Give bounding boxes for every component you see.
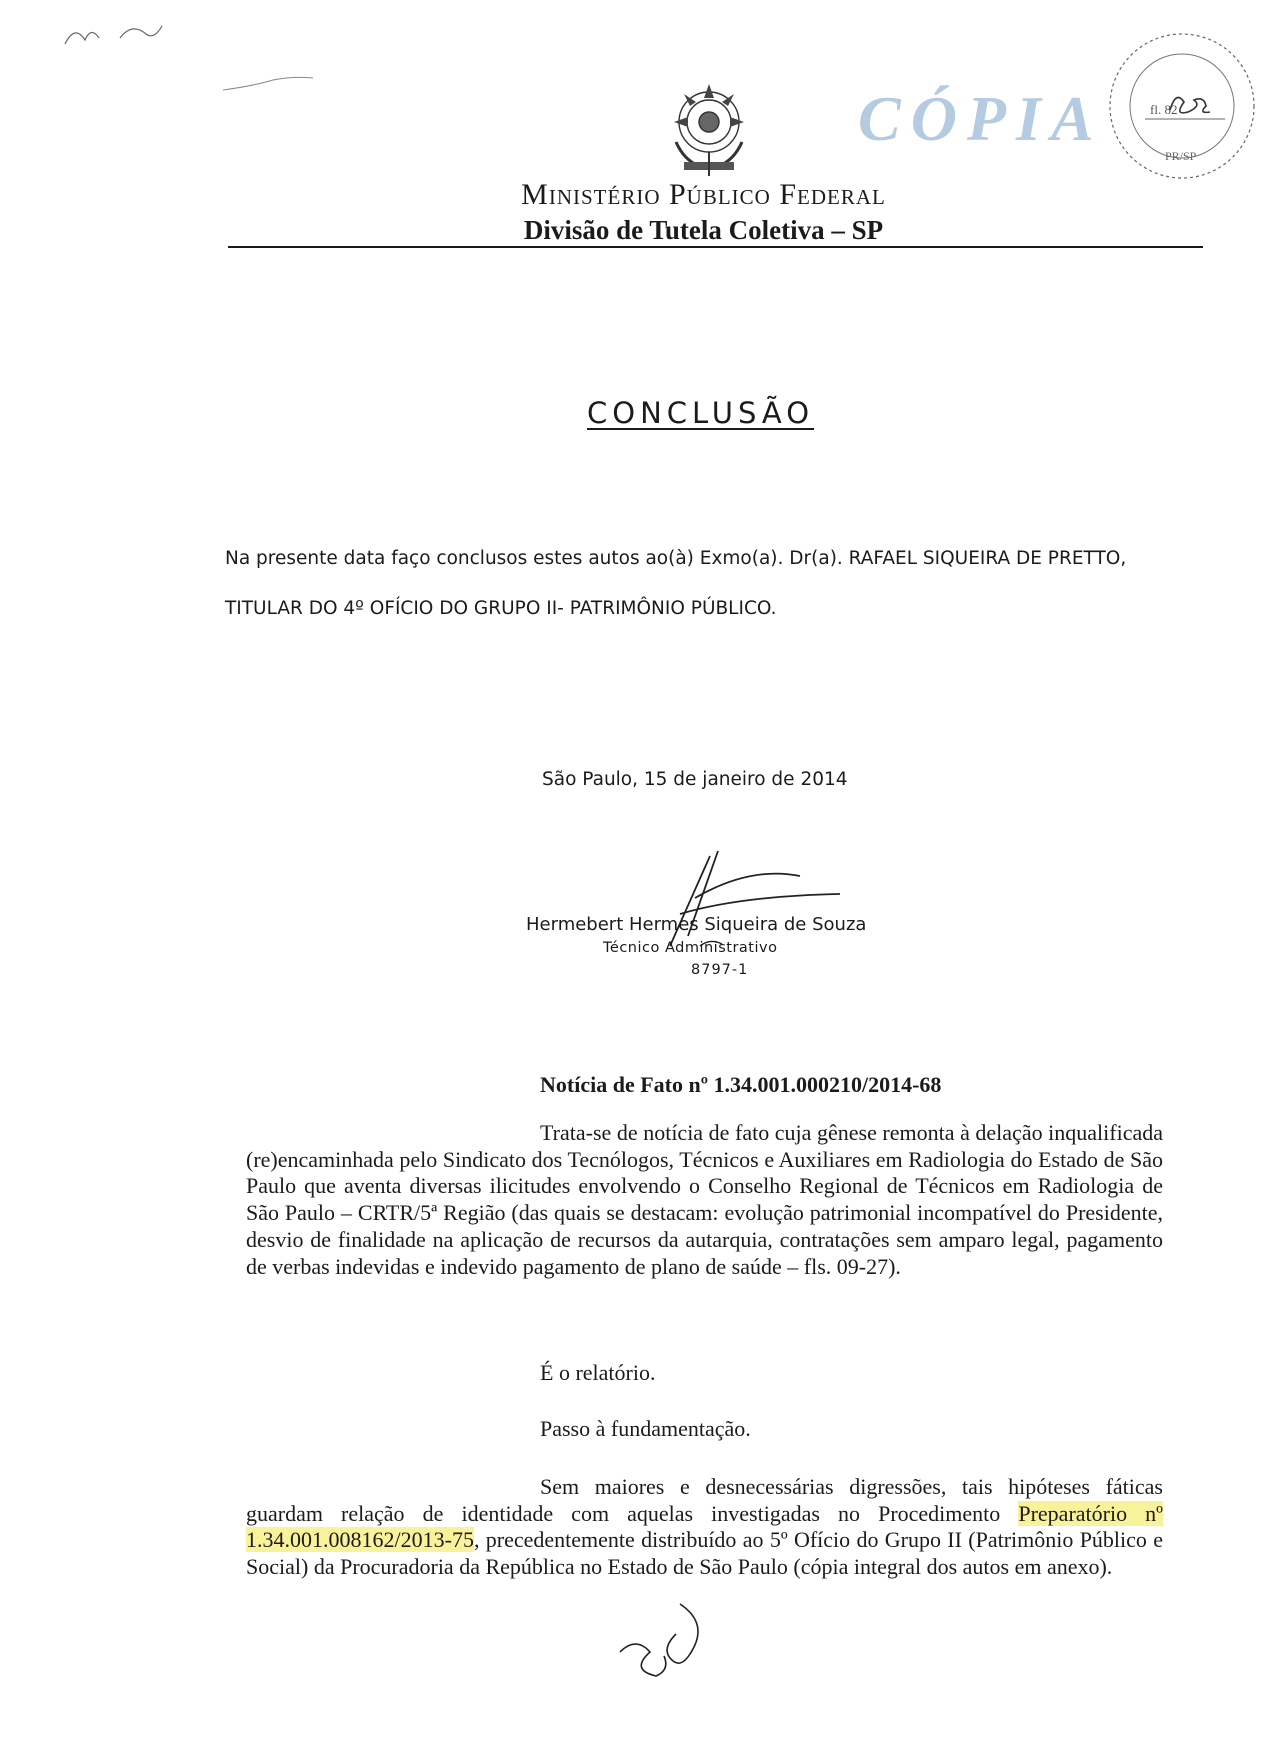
signer-id: 8797-1: [691, 962, 749, 978]
highlighted-procedure-number: Preparatório nº 1.34.001.008162/2013-75: [246, 1500, 1163, 1553]
copy-stamp: CÓPIA: [858, 83, 1104, 154]
notice-paragraph-2: [246, 1474, 1163, 1581]
header-divider: [228, 246, 1203, 248]
notice-paragraph-1-text: Trata-se de notícia de fato cuja gênese remonta à delação inqualificada (re)encaminhada pelo Sindicato dos Tecnólogos, Técnicos e Auxiliares em Radiologia do Estado de São Paulo que aventa diversas ilicitudes envolvendo o Conselho Regional de Técnicos em Radiologia de São Paulo – CRTR/5ª Região (das quais se destacam: evolução patrimonial incompatível do Presidente, desvio de finalidade na aplicação de recursos da autarquia, contratações sem amparo legal, pagamento de verbas indevidas e indevido pagamento de plano de saúde – fls. 09-27).: [246, 1120, 1163, 1279]
page-rubric-scribble: [600, 1594, 720, 1684]
corner-scribble: [60, 14, 170, 54]
reasoning-statement: Passo à fundamentação.: [540, 1416, 751, 1441]
signer-role: Técnico Administrativo: [603, 940, 778, 956]
coat-of-arms-icon: [654, 80, 764, 180]
page-seal-stamp: [1090, 14, 1270, 194]
page-seal-rubric: PR/SP: [1165, 149, 1197, 163]
notice-paragraph-2-text: [246, 1474, 1163, 1581]
page-seal-label: fl. 82: [1150, 102, 1178, 117]
report-statement: É o relatório.: [540, 1360, 656, 1385]
notice-paragraph-1: [246, 1120, 1163, 1280]
top-pencil-mark: [218, 70, 318, 100]
institution-name: Ministério Público Federal: [521, 178, 886, 211]
conclusion-line-1: Na presente data faço conclusos estes autos ao(à) Exmo(a). Dr(a). RAFAEL SIQUEIRA DE PRETTO,: [225, 548, 1127, 569]
paragraph-2-part-2: , precedentemente distribuído ao 5º Ofício do Grupo II (Patrimônio Público e Social) da Procuradoria da República no Estado de São Paulo (cópia integral dos autos em anexo).: [246, 1527, 1163, 1580]
conclusion-title: CONCLUSÃO: [587, 396, 815, 430]
conclusion-date: São Paulo, 15 de janeiro de 2014: [542, 769, 848, 790]
signer-name: Hermebert Hermes Siqueira de Souza: [526, 914, 867, 935]
notice-heading: Notícia de Fato nº 1.34.001.000210/2014-68: [540, 1072, 942, 1097]
conclusion-line-2: TITULAR DO 4º OFÍCIO DO GRUPO II- PATRIMÔNIO PÚBLICO.: [225, 598, 777, 619]
handwritten-signature: [660, 836, 860, 956]
paragraph-2-part-1: Sem maiores e desnecessárias digressões, tais hipóteses fáticas guardam relação de identidade com aquelas investigadas no Procedimento: [246, 1474, 1163, 1526]
division-name: Divisão de Tutela Coletiva – SP: [523, 215, 884, 245]
